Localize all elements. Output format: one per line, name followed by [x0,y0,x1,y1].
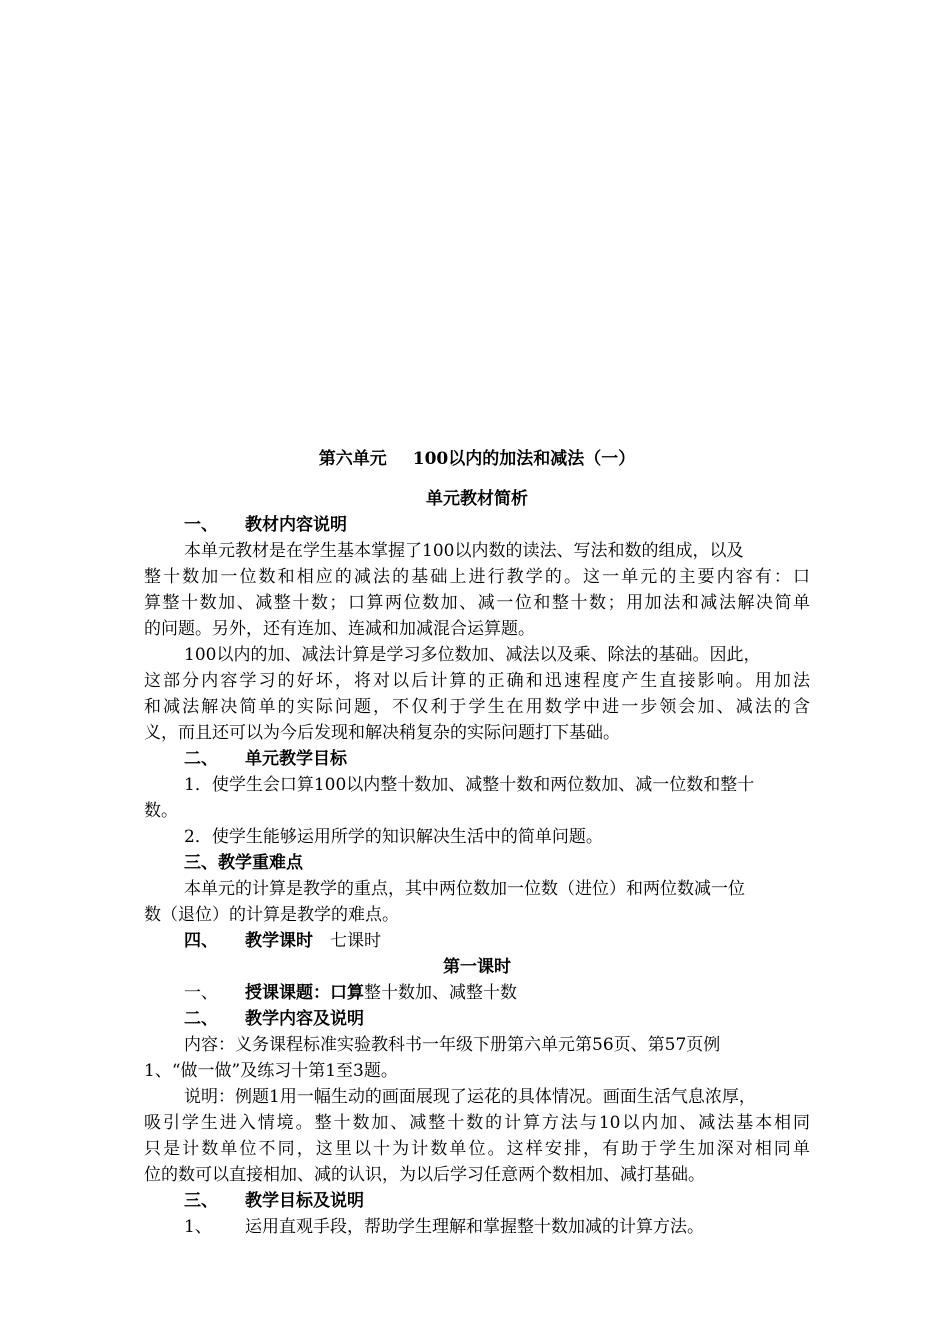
lesson1-part1-title: 授课课题：口算 [245,983,364,1003]
lesson1-part1-num: 一、 [184,983,218,1003]
document-subtitle: 单元教材简析 [426,489,528,509]
section1-para2-line: 和减法解决简单的实际问题，不仅利于学生在用数学中进一步领会加、减法的含 [144,697,810,717]
lesson1-explain-line: 吸引学生进入情境。整十数加、减整十数的计算方法与10以内加、减法基本相同 [144,1113,810,1133]
lesson1-part3-heading [144,1188,810,1214]
section2-goal1-line: 1．使学生会口算100以内整十数加、减整十数和两位数加、减一位数和整十 [184,775,755,795]
title-unit: 第六单元 [318,449,387,469]
section1-heading [144,512,810,538]
section1-para1-line: 整十数加一位数和相应的减法的基础上进行教学的。这一单元的主要内容有：口 [144,567,810,587]
lesson1-explain-line: 只是计数单位不同，这里以十为计数单位。这样安排，有助于学生加深对相同单 [144,1139,810,1159]
section4-num: 四、 [184,931,218,951]
lesson1-part2-num: 二、 [184,1009,218,1029]
section1-para2-line: 100以内的加、减法计算是学习多位数加、减法以及乘、除法的基础。因此， [184,645,761,665]
lesson1-goal-item [144,1214,810,1240]
lesson1-part2-heading [144,1006,810,1032]
lesson1-explain-line: 位的数可以直接相加、减的认识，为以后学习任意两个数相加、减打基础。 [144,1165,705,1185]
section4-value: 七课时 [330,931,381,951]
lesson1-part3-num: 三、 [184,1191,218,1211]
section1-num: 一、 [184,515,218,535]
section1-title: 教材内容说明 [245,515,347,535]
section2-goal1-line: 数。 [144,801,178,821]
document-page [144,446,810,1240]
lesson1-explain-line: 说明：例题1用一幅生动的画面展现了运花的具体情况。画面生活气息浓厚， [184,1087,756,1107]
lesson1-content-line: 1、“做一做”及练习十第1至3题。 [144,1061,398,1081]
section3-para-line: 数（退位）的计算是教学的难点。 [144,905,399,925]
section4-title: 教学课时 [245,931,313,951]
lesson1-title: 第一课时 [443,957,511,977]
lesson1-part1-heading [144,980,810,1006]
section2-heading [144,746,810,772]
section2-title: 单元教学目标 [245,749,347,769]
lesson1-content-line: 内容：义务课程标准实验教科书一年级下册第六单元第56页、第57页例 [184,1035,721,1055]
section2-goal2: 2．使学生能够运用所学的知识解决生活中的简单问题。 [184,827,603,847]
section4-heading [144,928,810,954]
lesson1-part2-title: 教学内容及说明 [245,1009,364,1029]
section1-para2-line: 义，而且还可以为今后发现和解决稍复杂的实际问题打下基础。 [144,723,620,743]
section1-para2-line: 这部分内容学习的好坏，将对以后计算的正确和迅速程度产生直接影响。用加法 [144,671,810,691]
section1-para1-line: 算整十数加、减整十数；口算两位数加、减一位和整十数；用加法和减法解决简单 [144,593,810,613]
lesson1-goal-num: 1、 [184,1217,212,1237]
section3-para-line: 本单元的计算是教学的重点，其中两位数加一位数（进位）和两位数减一位 [184,879,745,899]
section3-heading: 三、教学重难点 [184,853,303,873]
lesson1-goal-text: 运用直观手段，帮助学生理解和掌握整十数加减的计算方法。 [245,1217,704,1237]
document-title [144,446,810,472]
lesson1-part1-value: 整十数加、减整十数 [364,983,517,1003]
title-topic: 100以内的加法和减法（一） [412,449,636,469]
section1-para1-line: 本单元教材是在学生基本掌握了100以内数的读法、写法和数的组成，以及 [184,541,744,561]
section2-num: 二、 [184,749,218,769]
lesson1-part3-title: 教学目标及说明 [245,1191,364,1211]
section1-para1-line: 的问题。另外，还有连加、连减和加减混合运算题。 [144,619,535,639]
